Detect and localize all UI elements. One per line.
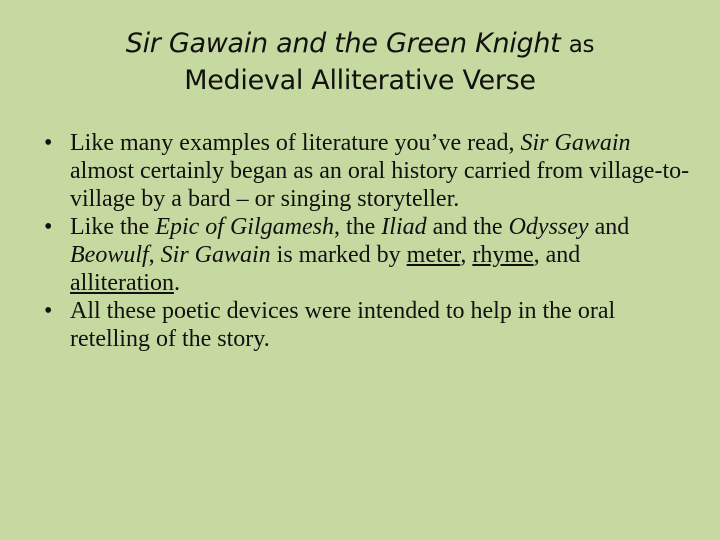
slide-title [0,26,720,99]
bullet-item [44,297,694,353]
bullet-text: All these poetic devices were intended to help in the oral retelling of the story. [70,298,616,352]
bullet-italic: Iliad [381,214,427,240]
bullet-italic: Sir Gawain [160,242,271,268]
title-line-2: Medieval Alliterative Verse [184,65,536,96]
bullet-dot-icon: • [44,130,53,156]
bullet-italic: Sir Gawain [520,130,631,156]
bullet-text: , [148,242,161,268]
underlined-term: rhyme [472,242,534,268]
bullet-text: . [173,270,180,296]
underlined-term: alliteration [70,270,174,296]
bullet-italic: Epic of Gilgamesh [155,214,334,240]
bullet-text: is marked by [270,242,407,268]
bullet-text: and the [426,214,509,240]
bullet-dot-icon: • [44,214,53,240]
bullet-text: , the [333,214,382,240]
bullet-text: and [588,214,630,240]
title-line-1 [0,26,720,63]
bullet-text: , [460,242,473,268]
bullet-italic: Beowulf [70,242,149,268]
bullet-text: , and [533,242,581,268]
bullet-dot-icon: • [44,298,53,324]
title-work-name: Sir Gawain and the Green Knight [125,28,561,59]
bullet-item [44,129,694,213]
bullet-item [44,213,694,297]
bullet-italic: Odyssey [508,214,589,240]
bullet-text: Like many examples of literature you’ve read, [70,130,521,156]
bullet-list [44,129,694,353]
underlined-term: meter [406,242,461,268]
title-connector: as [568,32,595,58]
bullet-text: almost certainly began as an oral history carried from village-to-village by a bard – or singing storyteller. [70,158,690,212]
bullet-text: Like the [70,214,156,240]
